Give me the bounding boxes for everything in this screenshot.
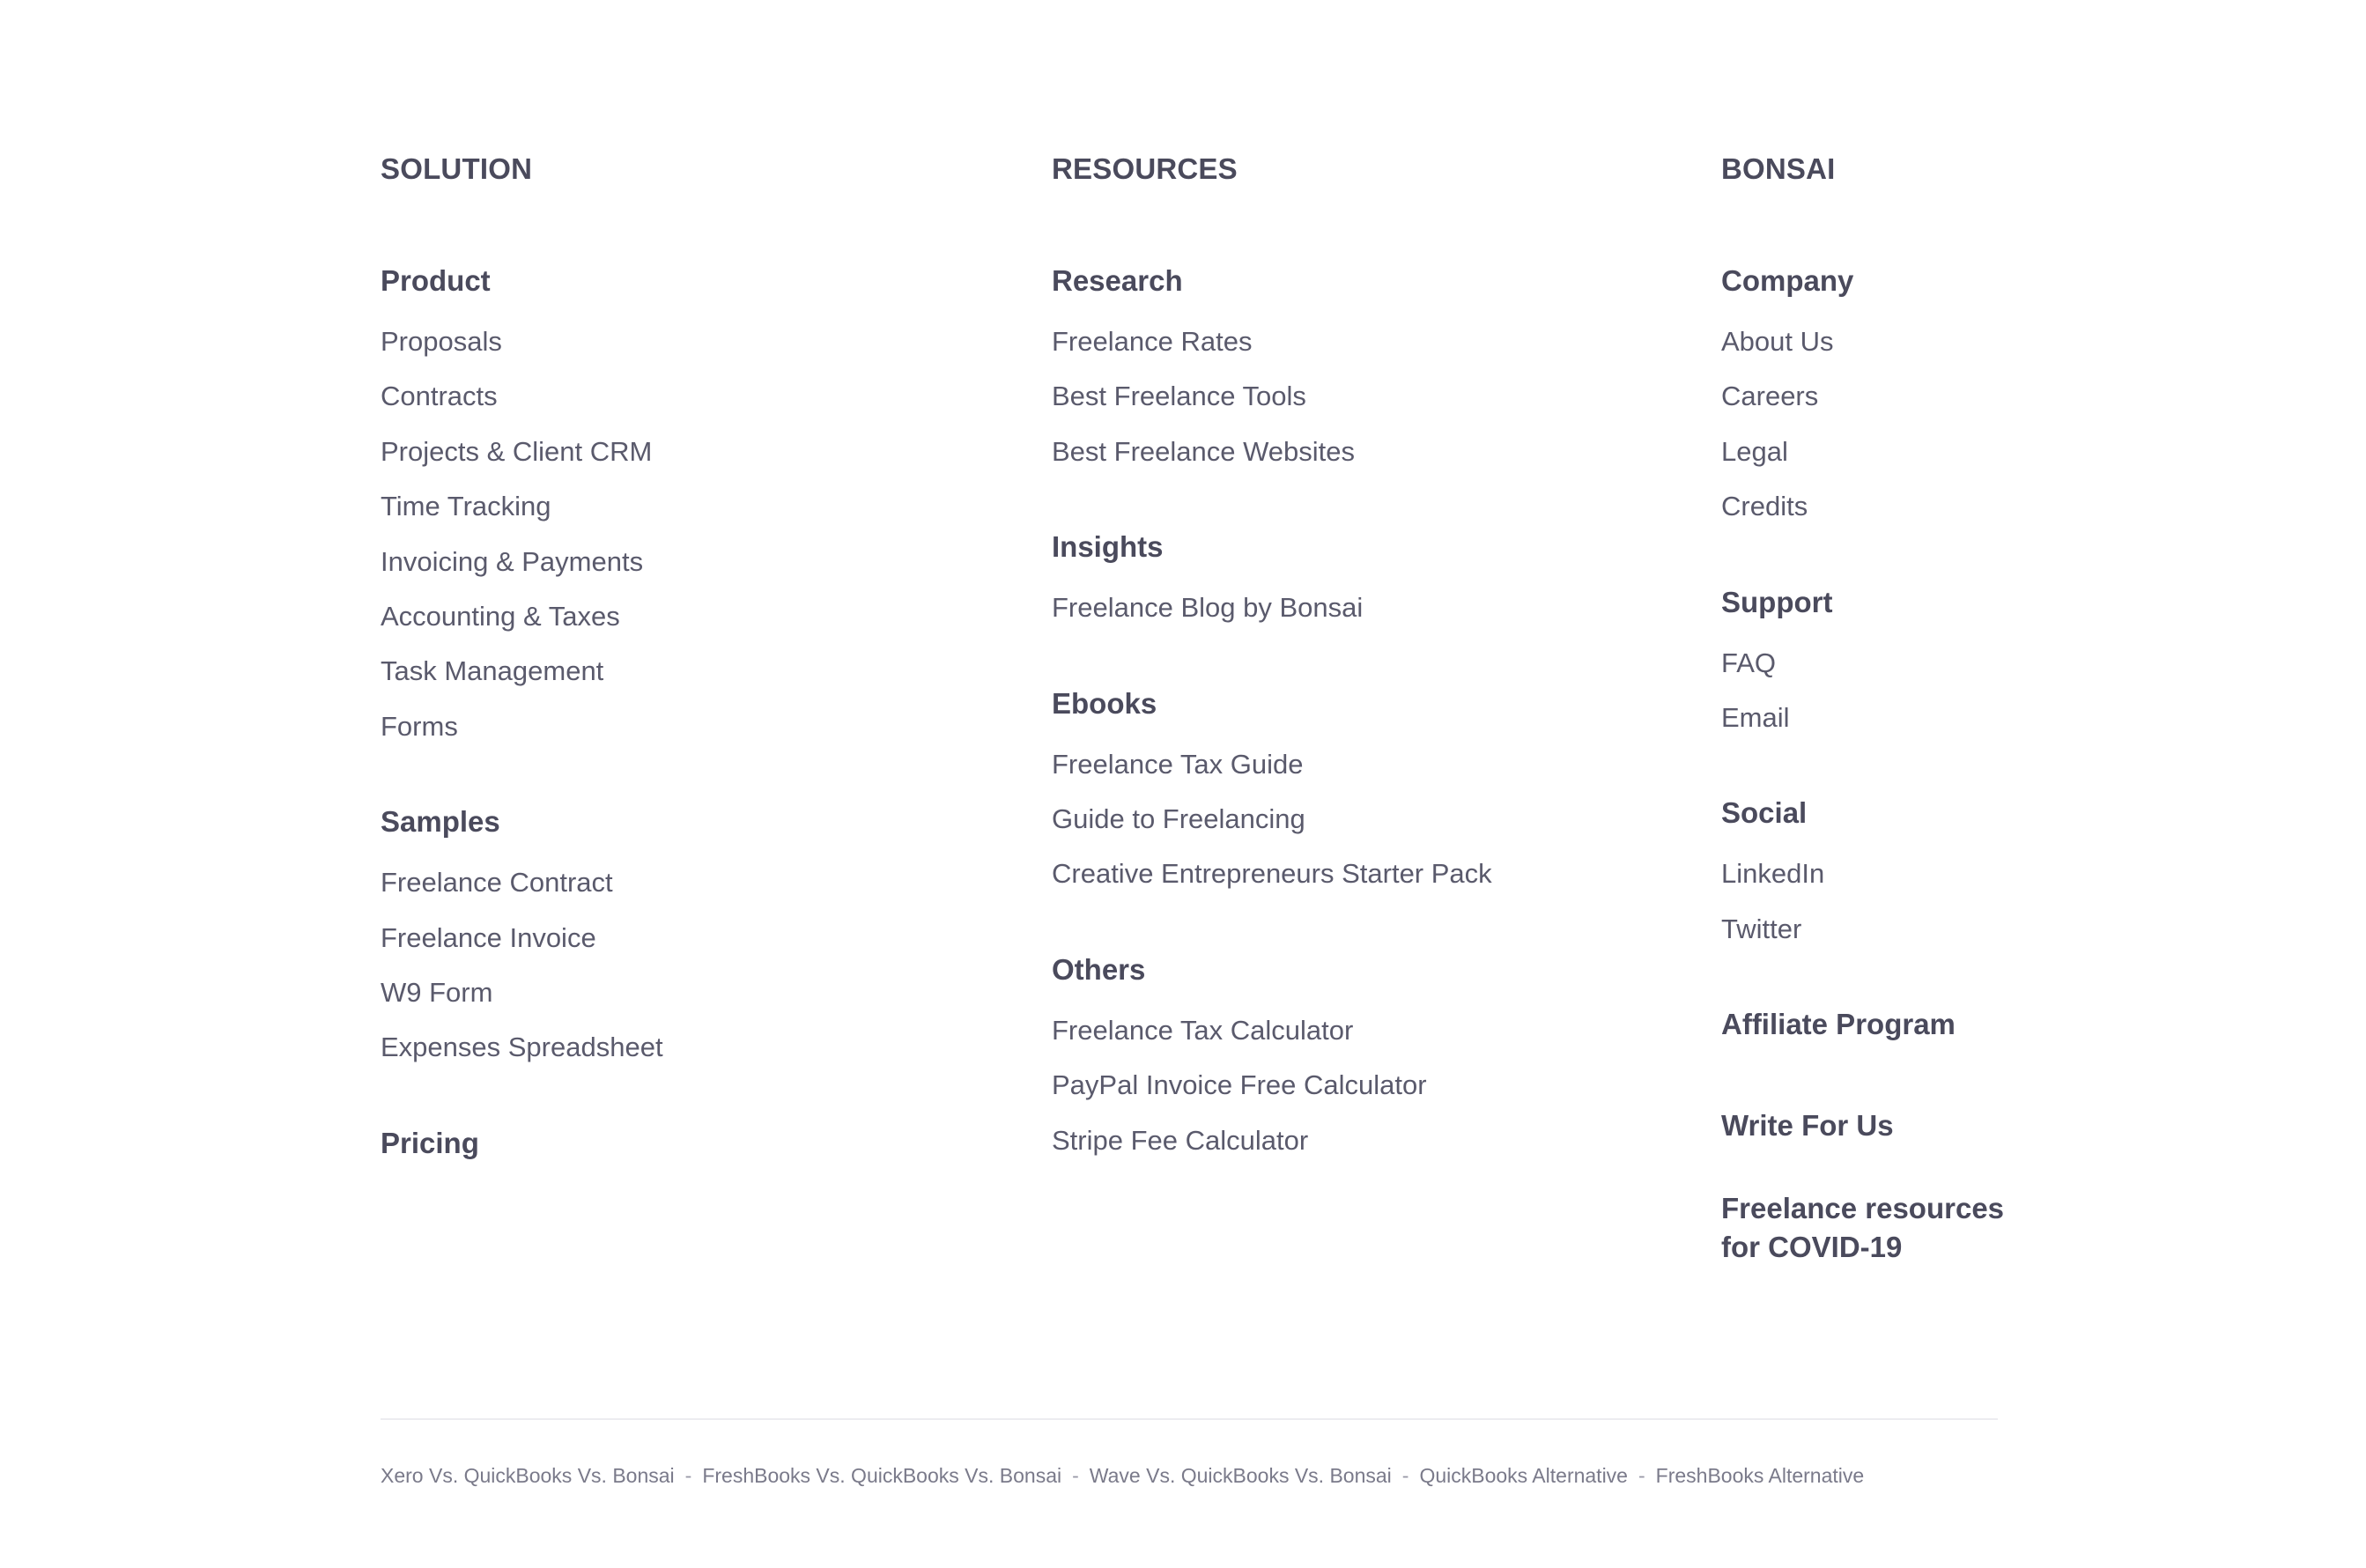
group-pricing (381, 1126, 997, 1161)
footer-column-resources (1052, 152, 1668, 1180)
footer-column-solution (381, 152, 997, 1189)
footer-link-w9-form[interactable]: W9 Form (381, 976, 493, 1008)
link-separator: - (1401, 1464, 1409, 1487)
group-title-social: Social (1721, 796, 1808, 830)
covid-line-2: for COVID-19 (1721, 1231, 1903, 1264)
footer-link-credits[interactable]: Credits (1721, 491, 1808, 522)
footer-link-affiliate-program[interactable]: Affiliate Program (1721, 1008, 1956, 1041)
link-separator: - (684, 1464, 692, 1487)
ebooks-link-list (1052, 750, 1668, 914)
group-research (1052, 263, 1668, 492)
group-social (1721, 795, 2012, 969)
link-separator: - (1638, 1464, 1645, 1487)
group-samples (381, 804, 997, 1088)
footer-link-guide-to-freelancing[interactable]: Guide to Freelancing (1052, 802, 1305, 834)
group-title-ebooks: Ebooks (1052, 686, 1157, 720)
research-link-list (1052, 327, 1668, 492)
company-link-list (1721, 327, 2012, 547)
footer-link-freelance-rates[interactable]: Freelance Rates (1052, 326, 1253, 357)
footer-link-accounting-taxes[interactable]: Accounting & Taxes (381, 600, 620, 632)
footer-link-freelance-contract[interactable]: Freelance Contract (381, 867, 613, 899)
support-link-list (1721, 648, 2012, 758)
footer-link-linkedin[interactable]: LinkedIn (1721, 858, 1825, 890)
footer-link-contracts[interactable]: Contracts (381, 381, 498, 412)
footer-link-projects-client-crm[interactable]: Projects & Client CRM (381, 435, 653, 467)
others-link-list (1052, 1016, 1668, 1180)
footer-link-time-tracking[interactable]: Time Tracking (381, 491, 551, 522)
bottom-link-xero-vs-quickbooks[interactable]: Xero Vs. QuickBooks Vs. Bonsai (381, 1464, 675, 1487)
footer-link-covid-resources[interactable] (1721, 1189, 2012, 1267)
footer-link-write-for-us[interactable]: Write For Us (1721, 1109, 1894, 1143)
footer-link-forms[interactable]: Forms (381, 710, 458, 742)
group-insights (1052, 529, 1668, 647)
link-separator: - (1072, 1464, 1079, 1487)
group-title-insights: Insights (1052, 530, 1164, 564)
footer-link-invoicing-payments[interactable]: Invoicing & Payments (381, 545, 644, 577)
group-ebooks (1052, 686, 1668, 914)
footer-divider (381, 1418, 1998, 1420)
footer-link-twitter[interactable]: Twitter (1721, 913, 1802, 944)
site-footer (381, 0, 2005, 1568)
group-affiliate (1721, 1007, 2012, 1042)
footer-link-paypal-invoice-free-calculator[interactable]: PayPal Invoice Free Calculator (1052, 1069, 1427, 1101)
bottom-link-quickbooks-alternative[interactable]: QuickBooks Alternative (1419, 1464, 1628, 1487)
footer-link-best-freelance-tools[interactable]: Best Freelance Tools (1052, 381, 1306, 412)
column-title-resources: RESOURCES (1052, 152, 1238, 185)
social-link-list (1721, 859, 2012, 969)
footer-link-creative-entrepreneurs-starter-pack[interactable]: Creative Entrepreneurs Starter Pack (1052, 858, 1492, 890)
footer-link-task-management[interactable]: Task Management (381, 655, 604, 687)
group-title-others: Others (1052, 952, 1146, 986)
footer-link-email[interactable]: Email (1721, 701, 1790, 733)
group-others (1052, 952, 1668, 1180)
footer-link-proposals[interactable]: Proposals (381, 326, 502, 357)
column-title-bonsai: BONSAI (1721, 152, 1836, 185)
product-link-list (381, 327, 997, 766)
footer-link-freelance-blog[interactable]: Freelance Blog by Bonsai (1052, 592, 1364, 624)
group-title-research: Research (1052, 264, 1183, 297)
group-support (1721, 585, 2012, 758)
insights-link-list (1052, 593, 1668, 647)
group-write-for-us (1721, 1108, 2012, 1143)
group-title-product: Product (381, 264, 491, 297)
samples-link-list (381, 868, 997, 1088)
covid-line-1: Freelance resources (1721, 1192, 2005, 1225)
group-product (381, 263, 997, 766)
bottom-link-freshbooks-alternative[interactable]: FreshBooks Alternative (1655, 1464, 1865, 1487)
footer-link-about-us[interactable]: About Us (1721, 326, 1834, 357)
footer-link-best-freelance-websites[interactable]: Best Freelance Websites (1052, 435, 1356, 467)
footer-link-freelance-invoice[interactable]: Freelance Invoice (381, 921, 596, 953)
footer-link-careers[interactable]: Careers (1721, 381, 1819, 412)
group-title-company: Company (1721, 264, 1854, 297)
footer-link-expenses-spreadsheet[interactable]: Expenses Spreadsheet (381, 1032, 663, 1063)
group-title-samples: Samples (381, 805, 500, 839)
bottom-link-wave-vs-quickbooks[interactable]: Wave Vs. QuickBooks Vs. Bonsai (1089, 1464, 1392, 1487)
bottom-link-freshbooks-vs-quickbooks[interactable]: FreshBooks Vs. QuickBooks Vs. Bonsai (702, 1464, 1062, 1487)
footer-link-stripe-fee-calculator[interactable]: Stripe Fee Calculator (1052, 1124, 1309, 1156)
group-title-support: Support (1721, 585, 1833, 618)
footer-column-bonsai (1721, 152, 2012, 1267)
group-covid (1721, 1189, 2012, 1267)
footer-link-legal[interactable]: Legal (1721, 435, 1788, 467)
group-company (1721, 263, 2012, 547)
footer-link-freelance-tax-calculator[interactable]: Freelance Tax Calculator (1052, 1014, 1354, 1046)
footer-link-faq[interactable]: FAQ (1721, 647, 1777, 678)
comparison-links (381, 1462, 1864, 1489)
footer-link-pricing[interactable]: Pricing (381, 1126, 479, 1159)
column-title-solution: SOLUTION (381, 152, 533, 185)
footer-link-freelance-tax-guide[interactable]: Freelance Tax Guide (1052, 748, 1304, 780)
